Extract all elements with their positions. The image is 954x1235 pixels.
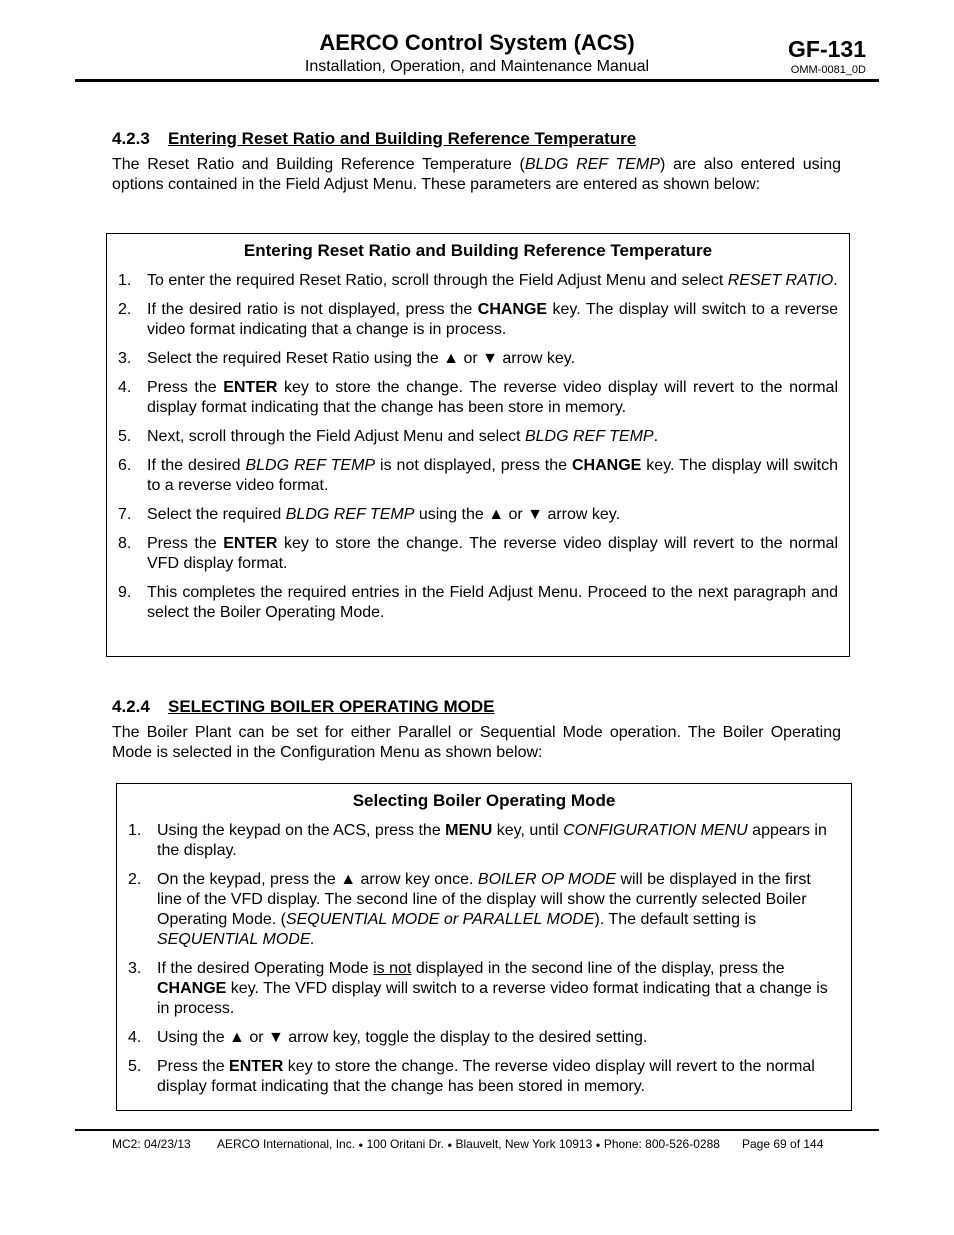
- document-revision: OMM-0081_0D: [790, 64, 866, 76]
- document-title: AERCO Control System (ACS): [319, 30, 635, 55]
- procedure-step: [107, 300, 838, 340]
- step-number: 4.: [118, 379, 132, 396]
- text-run: .: [833, 272, 838, 289]
- text-run: SEQUENTIAL MODE or PARALLEL MODE: [285, 911, 595, 928]
- text-run: If the desired Operating Mode: [157, 960, 374, 977]
- footer-phone: Phone: 800-526-0288: [603, 1137, 720, 1151]
- procedure-box-title: Selecting Boiler Operating Mode: [352, 791, 616, 810]
- text-run: key. The display will switch to a reverse video format.: [147, 457, 838, 494]
- text-run: CHANGE: [572, 457, 642, 474]
- text-run: Using the ▲ or ▼ arrow key, toggle the display to the desired setting.: [157, 1029, 648, 1046]
- document-subtitle: Installation, Operation, and Maintenance Manual: [304, 58, 650, 75]
- step-text: [147, 506, 620, 523]
- text-run: is not: [373, 960, 412, 977]
- text-run: RESET RATIO: [727, 272, 834, 289]
- procedure-steps: [117, 821, 839, 1106]
- text-run: key. The display will switch to a reverse video format indicating that a change is in process.: [147, 301, 839, 338]
- step-text: [157, 1058, 815, 1095]
- footer-city: Blauvelt, New York 10913: [455, 1137, 593, 1151]
- step-text: [157, 871, 811, 948]
- step-number: 4.: [128, 1029, 142, 1046]
- step-text: [147, 379, 838, 416]
- text-run: Select the required Reset Ratio using the ▲ or ▼ arrow key.: [147, 350, 576, 367]
- procedure-step: [107, 378, 838, 418]
- step-text: [157, 1029, 647, 1046]
- text-run: key to store the change. The reverse video display will revert to the normal display format indicating that the change has been stored in memory.: [157, 1058, 815, 1095]
- text-run: BLDG REF TEMP: [524, 428, 654, 445]
- step-text: [157, 960, 828, 1017]
- procedure-box-operating-mode: [116, 783, 852, 1111]
- text-run: key to store the change. The reverse video display will revert to the normal VFD display format.: [147, 535, 838, 572]
- text-run: BLDG REF TEMP: [285, 506, 415, 523]
- section-number: 4.2.3: [112, 129, 150, 148]
- step-number: 5.: [118, 428, 132, 445]
- procedure-step: [117, 870, 839, 950]
- text-run: key. The VFD display will switch to a reverse video format indicating that a change is in process.: [157, 980, 828, 1017]
- step-text: [147, 535, 838, 572]
- step-number: 7.: [118, 506, 132, 523]
- text-run: The Reset Ratio and Building Reference Temperature (: [112, 156, 525, 173]
- footer-address: 100 Oritani Dr.: [366, 1137, 444, 1151]
- text-run: ENTER: [223, 535, 278, 552]
- text-run: CHANGE: [157, 980, 227, 997]
- section-heading-423: [112, 129, 636, 149]
- text-run: is not displayed, press the: [375, 457, 572, 474]
- text-run: If the desired ratio is not displayed, press the: [147, 301, 478, 318]
- procedure-box-reset-ratio: [106, 233, 850, 657]
- text-run: BLDG REF TEMP: [524, 156, 660, 173]
- section-intro-424: [112, 723, 841, 763]
- procedure-step: [107, 505, 838, 525]
- procedure-step: [107, 427, 838, 447]
- step-number: 9.: [118, 584, 132, 601]
- section-heading-424: [112, 697, 494, 717]
- procedure-step: [107, 271, 838, 291]
- text-run: Select the required: [147, 506, 286, 523]
- procedure-step: [117, 1028, 839, 1048]
- text-run: ENTER: [229, 1058, 284, 1075]
- footer-divider: [75, 1129, 879, 1131]
- text-run: CHANGE: [477, 301, 548, 318]
- text-run: key to store the change. The reverse video display will revert to the normal display format indicating that the change has been store in memory.: [147, 379, 838, 416]
- step-text: [147, 584, 838, 621]
- step-number: 2.: [128, 871, 142, 888]
- section-intro-423: [112, 155, 841, 195]
- step-number: 6.: [118, 457, 132, 474]
- step-text: [147, 428, 658, 445]
- step-text: [147, 350, 575, 367]
- procedure-box-title: Entering Reset Ratio and Building Reference Temperature: [243, 241, 713, 260]
- step-text: [157, 822, 827, 859]
- footer-date: MC2: 04/23/13: [112, 1137, 191, 1151]
- procedure-step: [117, 821, 839, 861]
- step-text: [147, 272, 838, 289]
- footer-company: AERCO International, Inc.: [217, 1137, 356, 1151]
- document-code: GF-131: [788, 36, 866, 62]
- text-run: Next, scroll through the Field Adjust Menu and select: [147, 428, 525, 445]
- procedure-step: [107, 583, 838, 623]
- text-run: Using the keypad on the ACS, press the: [157, 822, 446, 839]
- text-run: ENTER: [223, 379, 278, 396]
- text-run: MENU: [445, 822, 493, 839]
- bullet-icon: ●: [595, 1140, 601, 1150]
- text-run: using the ▲ or ▼ arrow key.: [414, 506, 621, 523]
- section-title: Entering Reset Ratio and Building Reference Temperature: [168, 129, 637, 148]
- text-run: displayed in the second line of the display, press the: [411, 960, 785, 977]
- footer-page-number: Page 69 of 144: [742, 1137, 824, 1151]
- step-text: [147, 457, 838, 494]
- section-number: 4.2.4: [112, 697, 150, 716]
- step-number: 1.: [118, 272, 132, 289]
- text-run: This completes the required entries in the Field Adjust Menu. Proceed to the next paragraph and select the Boiler Operating Mode.: [147, 584, 838, 621]
- procedure-steps: [107, 271, 838, 632]
- step-number: 1.: [128, 822, 142, 839]
- text-run: CONFIGURATION MENU: [563, 822, 748, 839]
- text-run: If the desired: [147, 457, 246, 474]
- text-run: appears in the display.: [157, 822, 827, 859]
- procedure-step: [107, 534, 838, 574]
- section-title: SELECTING BOILER OPERATING MODE: [168, 697, 495, 716]
- header-divider: [75, 79, 879, 82]
- text-run: BLDG REF TEMP: [245, 457, 376, 474]
- text-run: ). The default setting is: [594, 911, 757, 928]
- text-run: ) are also entered using options contained in the Field Adjust Menu. These parameters are entered as shown below:: [112, 156, 842, 193]
- step-text: [147, 301, 838, 338]
- bullet-icon: ●: [447, 1140, 453, 1150]
- text-run: will be displayed in the first line of the VFD display. The second line of the display will show the currently selected Boiler Operating Mode. (: [157, 871, 811, 928]
- text-run: To enter the required Reset Ratio, scroll through the Field Adjust Menu and select: [147, 272, 728, 289]
- procedure-step: [107, 349, 838, 369]
- procedure-step: [107, 456, 838, 496]
- text-run: .: [653, 428, 659, 445]
- text-run: key, until: [492, 822, 564, 839]
- procedure-step: [117, 959, 839, 1019]
- procedure-step: [117, 1057, 839, 1097]
- footer-contact: [217, 1137, 720, 1151]
- bullet-icon: ●: [358, 1140, 364, 1150]
- text-run: Press the: [157, 1058, 230, 1075]
- step-number: 8.: [118, 535, 132, 552]
- step-number: 3.: [118, 350, 132, 367]
- text-run: Press the: [147, 535, 224, 552]
- step-number: 5.: [128, 1058, 142, 1075]
- text-run: On the keypad, press the ▲ arrow key once.: [157, 871, 478, 888]
- step-number: 3.: [128, 960, 142, 977]
- step-number: 2.: [118, 301, 132, 318]
- text-run: Press the: [147, 379, 224, 396]
- text-run: The Boiler Plant can be set for either Parallel or Sequential Mode operation. The Boiler Operating Mode is selected in the Configuration Menu as shown below:: [112, 724, 841, 761]
- text-run: BOILER OP MODE: [477, 871, 616, 888]
- text-run: SEQUENTIAL MODE.: [157, 931, 315, 948]
